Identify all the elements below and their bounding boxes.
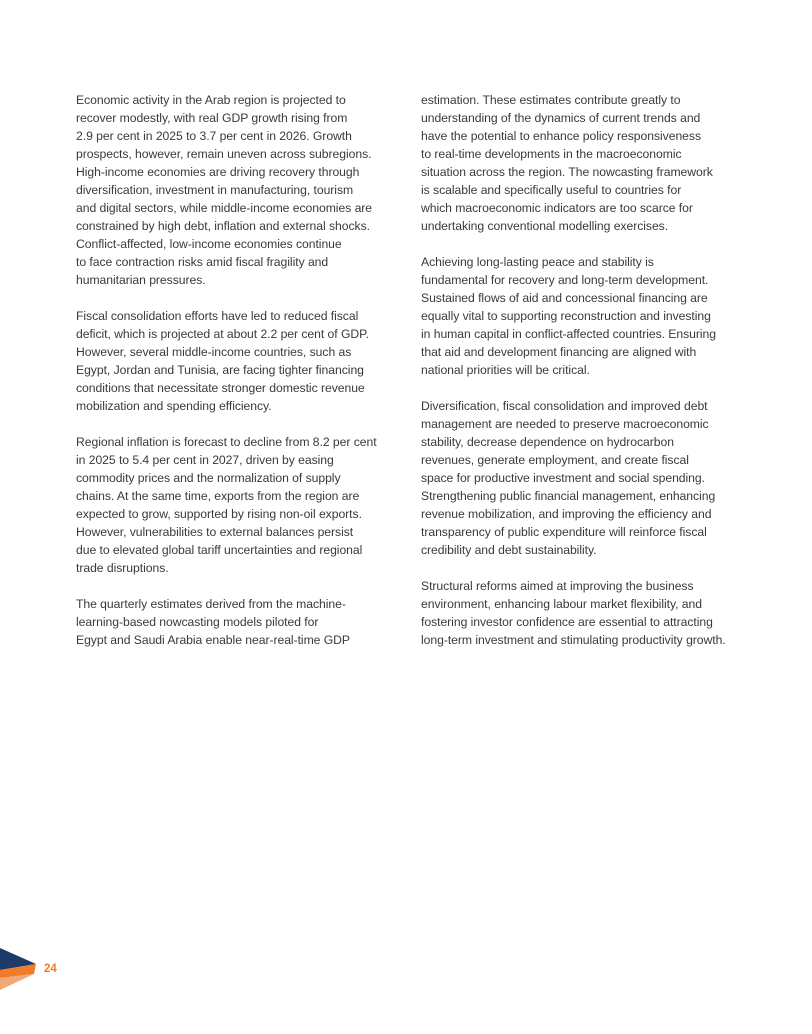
text-line: environment, enhancing labour market flexibility, and <box>421 597 702 611</box>
text-line: estimation. These estimates contribute greatly to <box>421 93 681 107</box>
text-line: Fiscal consolidation efforts have led to reduced fiscal <box>76 309 359 323</box>
text-line: fostering investor confidence are essential to attracting <box>421 615 713 629</box>
text-line: 2.9 per cent in 2025 to 3.7 per cent in 2026. Growth <box>76 129 352 143</box>
text-line: which macroeconomic indicators are too scarce for <box>421 201 693 215</box>
text-line: Conflict-affected, low-income economies continue <box>76 237 342 251</box>
right-text-column <box>421 91 741 667</box>
paragraph-fiscal-consolidation <box>76 307 396 415</box>
text-line: fundamental for recovery and long-term development. <box>421 273 709 287</box>
text-line: However, vulnerabilities to external balances persist <box>76 525 354 539</box>
left-text-column <box>76 91 396 667</box>
text-line: revenue mobilization, and improving the efficiency and <box>421 507 712 521</box>
text-line: trade disruptions. <box>76 561 169 575</box>
text-line: in 2025 to 5.4 per cent in 2027, driven by easing <box>76 453 334 467</box>
text-line: recover modestly, with real GDP growth rising from <box>76 111 348 125</box>
page-number: 24 <box>44 963 57 975</box>
text-line: have the potential to enhance policy responsiveness <box>421 129 701 143</box>
paragraph-nowcasting-framework <box>421 91 741 235</box>
text-line: transparency of public expenditure will reinforce fiscal <box>421 525 707 539</box>
text-line: Sustained flows of aid and concessional financing are <box>421 291 708 305</box>
paragraph-regional-inflation <box>76 433 396 577</box>
text-line: Regional inflation is forecast to decline from 8.2 per cent <box>76 435 377 449</box>
text-line: understanding of the dynamics of current trends and <box>421 111 701 125</box>
text-line: in human capital in conflict-affected countries. Ensuring <box>421 327 717 341</box>
text-line: Structural reforms aimed at improving the business <box>421 579 694 593</box>
text-line: management are needed to preserve macroeconomic <box>421 417 709 431</box>
text-line: However, several middle-income countries, such as <box>76 345 352 359</box>
text-line: space for productive investment and social spending. <box>421 471 705 485</box>
text-line: conditions that necessitate stronger domestic revenue <box>76 381 365 395</box>
text-line: Egypt and Saudi Arabia enable near-real-time GDP <box>76 633 351 647</box>
text-line: mobilization and spending efficiency. <box>76 399 272 413</box>
text-line: situation across the region. The nowcasting framework <box>421 165 713 179</box>
text-line: prospects, however, remain uneven across subregions. <box>76 147 372 161</box>
text-line: due to elevated global tariff uncertainties and regional <box>76 543 363 557</box>
text-line: diversification, investment in manufacturing, tourism <box>76 183 354 197</box>
text-line: and digital sectors, while middle-income economies are <box>76 201 373 215</box>
text-line: commodity prices and the normalization of supply <box>76 471 341 485</box>
text-line: humanitarian pressures. <box>76 273 206 287</box>
text-line: national priorities will be critical. <box>421 363 590 377</box>
text-line: Economic activity in the Arab region is projected to <box>76 93 346 107</box>
paragraph-nowcasting-intro <box>76 595 396 649</box>
text-line: revenues, generate employment, and create fiscal <box>421 453 689 467</box>
text-line: undertaking conventional modelling exercises. <box>421 219 669 233</box>
text-line: learning-based nowcasting models piloted for <box>76 615 319 629</box>
text-line: long-term investment and stimulating productivity growth. <box>421 633 726 647</box>
text-line: expected to grow, supported by rising non-oil exports. <box>76 507 362 521</box>
footer-chevron-icon <box>0 948 40 992</box>
text-line: stability, decrease dependence on hydrocarbon <box>421 435 674 449</box>
text-line: to real-time developments in the macroeconomic <box>421 147 682 161</box>
paragraph-structural-reforms <box>421 577 741 649</box>
text-line: Diversification, fiscal consolidation and improved debt <box>421 399 708 413</box>
text-line: equally vital to supporting reconstruction and investing <box>421 309 711 323</box>
text-line: The quarterly estimates derived from the machine- <box>76 597 346 611</box>
text-line: constrained by high debt, inflation and external shocks. <box>76 219 370 233</box>
text-line: to face contraction risks amid fiscal fragility and <box>76 255 329 269</box>
text-line: is scalable and specifically useful to countries for <box>421 183 682 197</box>
text-line: Egypt, Jordan and Tunisia, are facing tighter financing <box>76 363 364 377</box>
text-line: Achieving long-lasting peace and stability is <box>421 255 654 269</box>
text-line: chains. At the same time, exports from the region are <box>76 489 360 503</box>
text-line: that aid and development financing are aligned with <box>421 345 697 359</box>
paragraph-peace-stability <box>421 253 741 379</box>
text-line: deficit, which is projected at about 2.2 per cent of GDP. <box>76 327 369 341</box>
text-line: Strengthening public financial management, enhancing <box>421 489 716 503</box>
text-line: High-income economies are driving recovery through <box>76 165 360 179</box>
text-line: credibility and debt sustainability. <box>421 543 597 557</box>
paragraph-diversification <box>421 397 741 559</box>
paragraph-regional-growth <box>76 91 396 289</box>
